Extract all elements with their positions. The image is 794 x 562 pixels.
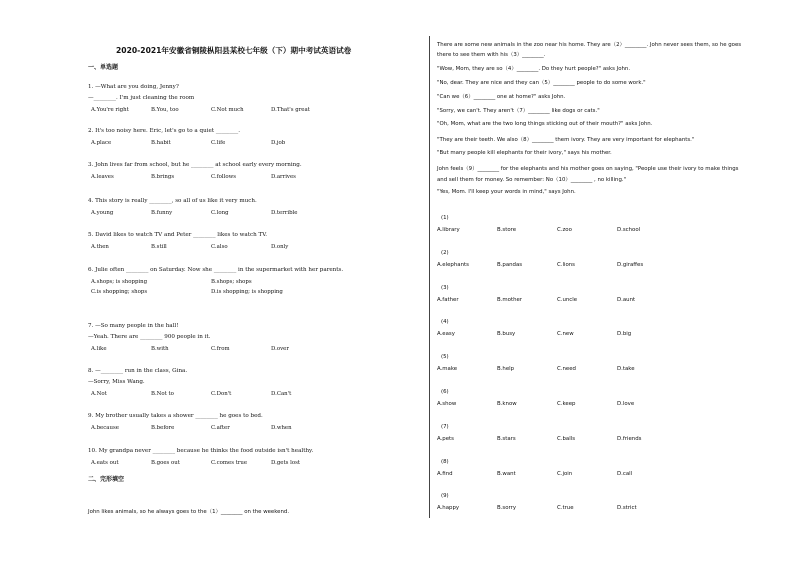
cloze-option[interactable]: B.store bbox=[497, 227, 517, 233]
cloze-option[interactable]: C.join bbox=[557, 470, 573, 477]
cloze-option[interactable]: C.need bbox=[557, 366, 576, 373]
question-6-option[interactable]: C.is shopping; shops bbox=[91, 289, 148, 295]
cloze-option[interactable]: D.love bbox=[617, 401, 635, 407]
question-8-option[interactable]: D.Can't bbox=[271, 390, 292, 397]
question-1-option[interactable]: C.Not much bbox=[211, 106, 244, 113]
passage-line: "But many people kill elephants for their ivory," says his mother. bbox=[437, 150, 612, 156]
question-4-option[interactable]: A.young bbox=[91, 210, 114, 216]
cloze-option[interactable]: D.call bbox=[617, 470, 633, 477]
cloze-option[interactable]: A.elephants bbox=[437, 261, 469, 268]
cloze-option[interactable]: C.new bbox=[557, 331, 574, 338]
cloze-number: (9) bbox=[441, 493, 449, 500]
passage-line: John feels（9）________ for the elephants and his mother goes on saying, "People use their ivory to make things bbox=[437, 166, 739, 172]
cloze-intro: John likes animals, so he always goes to the（1）________ on the weekend. bbox=[88, 509, 290, 515]
cloze-option[interactable]: D.take bbox=[617, 366, 635, 373]
section-single-choice: 一、单选题 bbox=[88, 64, 119, 71]
cloze-option[interactable]: B.help bbox=[497, 366, 515, 373]
passage-line: "Sorry, we can't. They aren't（7）________ like dogs or cats." bbox=[437, 108, 600, 114]
section-cloze: 二、完形填空 bbox=[88, 476, 125, 483]
question-7-option[interactable]: A.like bbox=[91, 345, 107, 352]
cloze-option[interactable]: B.know bbox=[497, 401, 517, 407]
question-2-option[interactable]: D.job bbox=[271, 140, 286, 146]
question-3-option[interactable]: A.leaves bbox=[91, 174, 114, 180]
cloze-option[interactable]: A.easy bbox=[437, 331, 455, 338]
cloze-number: (3) bbox=[441, 284, 449, 291]
question-6-line: 6. Julie often ________ on Saturday. Now she ________ in the supermarket with her parents. bbox=[88, 267, 344, 273]
passage-line: "They are their teeth. We also（8）________ them ivory. They are very important for elephants." bbox=[437, 137, 695, 143]
question-7-line: 7. —So many people in the hall! bbox=[88, 323, 179, 329]
question-3-option[interactable]: C.follows bbox=[211, 174, 236, 180]
question-5-option[interactable]: D.only bbox=[271, 244, 289, 250]
question-1-line: —________. I'm just cleaning the room bbox=[88, 94, 195, 101]
question-4-option[interactable]: C.long bbox=[211, 210, 229, 216]
cloze-option[interactable]: B.pandas bbox=[497, 261, 523, 268]
question-4-line: 4. This story is really ________, so all of us like it very much. bbox=[88, 198, 257, 204]
cloze-option[interactable]: C.true bbox=[557, 505, 574, 512]
cloze-option[interactable]: A.make bbox=[437, 366, 458, 373]
cloze-number: (1) bbox=[441, 215, 449, 221]
question-1-line: 1. —What are you doing, Jenny? bbox=[88, 84, 179, 90]
passage-line: "Yes, Mom. I'll keep your words in mind," says John. bbox=[437, 189, 576, 195]
cloze-option[interactable]: D.aunt bbox=[617, 296, 636, 303]
question-9-option[interactable]: D.when bbox=[271, 425, 292, 431]
cloze-option[interactable]: B.sorry bbox=[497, 505, 517, 512]
cloze-number: (6) bbox=[441, 389, 449, 395]
question-4-option[interactable]: B.funny bbox=[151, 210, 173, 216]
passage-line: and sell them for money. So remember: No（10）________ , no killing." bbox=[437, 177, 627, 183]
question-7-line: —Yeah. There are ________ 900 people in it. bbox=[88, 333, 211, 340]
cloze-number: (2) bbox=[441, 249, 449, 256]
question-8-option[interactable]: A.Not bbox=[91, 390, 107, 397]
question-5-option[interactable]: C.also bbox=[211, 244, 228, 250]
question-7-option[interactable]: C.from bbox=[211, 345, 230, 352]
passage-line: "Oh, Mom, what are the two long things sticking out of their mouth?" asks John. bbox=[437, 121, 653, 127]
cloze-number: (7) bbox=[441, 423, 449, 430]
question-9-option[interactable]: A.because bbox=[91, 425, 119, 431]
question-9-line: 9. My brother usually takes a shower ________ he goes to bed. bbox=[88, 413, 263, 419]
passage-line: "Can we（6）________ one at home?" asks John. bbox=[437, 94, 566, 100]
cloze-option[interactable]: B.stars bbox=[497, 435, 516, 442]
column-divider bbox=[429, 36, 430, 518]
cloze-option[interactable]: D.strict bbox=[617, 505, 637, 512]
cloze-option[interactable]: C.balls bbox=[557, 435, 576, 442]
question-7-option[interactable]: B.with bbox=[151, 345, 169, 352]
passage-line: there to see them with his（3）________. bbox=[437, 52, 546, 58]
question-5-option[interactable]: B.still bbox=[151, 244, 167, 250]
question-9-option[interactable]: B.before bbox=[151, 425, 175, 431]
question-1-option[interactable]: B.You, too bbox=[151, 106, 179, 113]
question-8-line: —Sorry, Miss Wang. bbox=[88, 378, 145, 385]
cloze-option[interactable]: A.pets bbox=[437, 435, 454, 442]
question-10-option[interactable]: A.eats out bbox=[91, 460, 119, 466]
question-8-line: 8. —________ run in the class, Gina. bbox=[88, 368, 188, 374]
question-6-option[interactable]: B.shops; shops bbox=[211, 279, 252, 285]
question-6-option[interactable]: A.shops; is shopping bbox=[91, 279, 148, 285]
cloze-option[interactable]: C.keep bbox=[557, 401, 576, 407]
question-3-option[interactable]: B.brings bbox=[151, 174, 175, 180]
question-6-option[interactable]: D.is shopping; is shopping bbox=[211, 289, 283, 295]
cloze-option[interactable]: A.library bbox=[437, 227, 460, 233]
passage-line: "No, dear. They are nice and they can（5）________ people to do some work." bbox=[437, 80, 646, 86]
cloze-option[interactable]: D.giraffes bbox=[617, 261, 644, 268]
passage-line: "Wow, Mom, they are so（4）________. Do they hurt people?" asks John. bbox=[437, 66, 631, 72]
cloze-option[interactable]: D.friends bbox=[617, 435, 642, 442]
cloze-option[interactable]: B.mother bbox=[497, 296, 523, 303]
cloze-option[interactable]: A.find bbox=[437, 470, 453, 477]
cloze-option[interactable]: D.big bbox=[617, 331, 632, 338]
question-1-option[interactable]: D.That's great bbox=[271, 106, 310, 113]
question-5-line: 5. David likes to watch TV and Peter ________ likes to watch TV. bbox=[88, 232, 268, 238]
question-2-line: 2. It's too noisy here. Eric, let's go to a quiet ________. bbox=[88, 128, 241, 134]
question-7-option[interactable]: D.over bbox=[271, 345, 289, 352]
cloze-option[interactable]: B.busy bbox=[497, 331, 516, 338]
cloze-option[interactable]: A.happy bbox=[437, 505, 460, 512]
cloze-option[interactable]: B.want bbox=[497, 470, 516, 477]
question-2-option[interactable]: B.habit bbox=[151, 140, 171, 146]
cloze-number: (5) bbox=[441, 354, 449, 361]
question-2-option[interactable]: C.life bbox=[211, 140, 226, 146]
question-5-option[interactable]: A.then bbox=[91, 244, 109, 250]
passage-line: There are some new animals in the zoo near his home. They are（2）________. John never sees them, so he goes bbox=[437, 42, 742, 48]
question-10-option[interactable]: D.gets lost bbox=[271, 460, 301, 466]
question-8-option[interactable]: C.Don't bbox=[211, 390, 232, 397]
cloze-option[interactable]: C.zoo bbox=[557, 227, 572, 233]
cloze-option[interactable]: D.school bbox=[617, 227, 641, 233]
cloze-option[interactable]: A.father bbox=[437, 296, 459, 303]
question-9-option[interactable]: C.after bbox=[211, 425, 230, 431]
question-8-option[interactable]: B.Not to bbox=[151, 390, 174, 397]
cloze-option[interactable]: C.lions bbox=[557, 261, 575, 268]
question-2-option[interactable]: A.place bbox=[91, 140, 112, 146]
exam-title: 2020-2021年安徽省铜陵枞阳县某校七年级（下）期中考试英语试卷 bbox=[116, 46, 352, 55]
cloze-option[interactable]: A.show bbox=[437, 401, 457, 407]
question-1-option[interactable]: A.You're right bbox=[91, 106, 129, 113]
cloze-number: (8) bbox=[441, 458, 449, 465]
question-3-option[interactable]: D.arrives bbox=[271, 174, 296, 180]
question-10-option[interactable]: B.goes out bbox=[151, 460, 180, 466]
question-4-option[interactable]: D.terrible bbox=[271, 210, 298, 216]
cloze-number: (4) bbox=[441, 319, 449, 326]
question-3-line: 3. John lives far from school, but he ________ at school early every morning. bbox=[88, 162, 302, 168]
question-10-line: 10. My grandpa never ________ because he thinks the food outside isn't healthy. bbox=[88, 448, 314, 454]
question-10-option[interactable]: C.comes true bbox=[211, 460, 248, 466]
cloze-option[interactable]: C.uncle bbox=[557, 296, 578, 303]
